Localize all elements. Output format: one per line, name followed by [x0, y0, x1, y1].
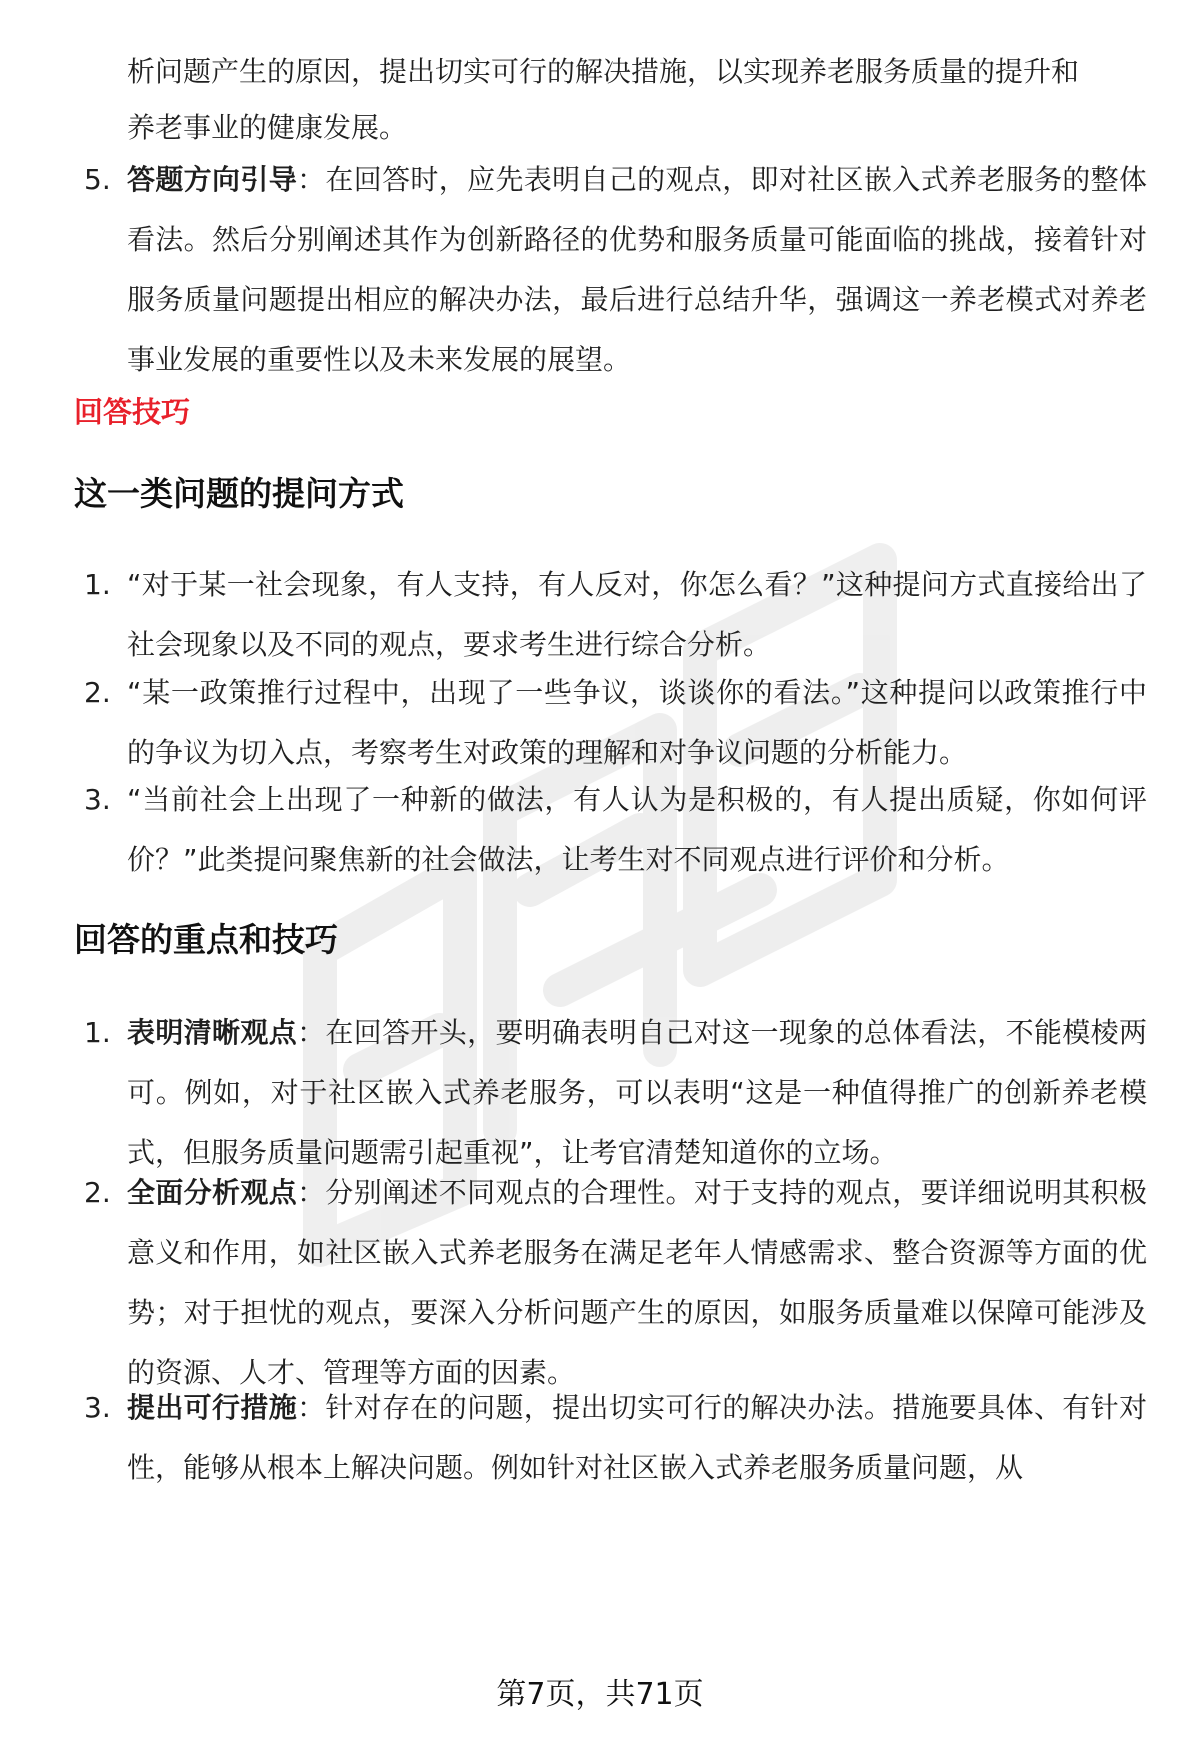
item-title: 表明清晰观点: [127, 1016, 298, 1049]
list-body: [127, 1378, 1147, 1498]
item-title: 全面分析观点: [127, 1176, 298, 1209]
item-title: 答题方向引导: [127, 163, 298, 196]
list-number: 1.: [84, 568, 111, 601]
list-number: 3.: [84, 783, 111, 816]
page-footer: 第7页，共71页: [496, 1677, 704, 1712]
intro-line-1: 析问题产生的原因，提出切实可行的解决措施，以实现养老服务质量的提升和: [127, 55, 1080, 88]
heading-answer-tips: 回答的重点和技巧: [74, 920, 338, 959]
section-label: 回答技巧: [74, 395, 191, 429]
item-text: ：分别阐述不同观点的合理性。对于支持的观点，要详细说明其积极意义和作用，如社区嵌入式养老服务在满足老年人情感需求、整合资源等方面的优势；对于担忧的观点，要深入分析问题产生的原因，如服务质量难以保障可能涉及的资源、人才、管理等方面的因素。: [127, 1176, 1147, 1389]
list-number: 2.: [84, 676, 111, 709]
list-body: [127, 150, 1147, 390]
item-title: 提出可行措施: [127, 1391, 298, 1424]
list-body: [127, 1003, 1147, 1183]
list-number: 2.: [84, 1176, 111, 1209]
list-number: 5.: [84, 163, 111, 196]
list-body: [127, 1163, 1147, 1403]
list-number: 1.: [84, 1016, 111, 1049]
item-text: ：在回答时，应先表明自己的观点，即对社区嵌入式养老服务的整体看法。然后分别阐述其作为创新路径的优势和服务质量可能面临的挑战，接着针对服务质量问题提出相应的解决办法，最后进行总结升华，强调这一养老模式对养老事业发展的重要性以及未来发展的展望。: [127, 163, 1147, 376]
intro-line-2: 养老事业的健康发展。: [127, 111, 408, 144]
item-text: ：针对存在的问题，提出切实可行的解决办法。措施要具体、有针对性，能够从根本上解决问题。例如针对社区嵌入式养老服务质量问题，从: [127, 1391, 1147, 1484]
list-body: “对于某一社会现象，有人支持，有人反对，你怎么看？”这种提问方式直接给出了社会现象以及不同的观点，要求考生进行综合分析。: [127, 568, 1147, 661]
list-body: “当前社会上出现了一种新的做法，有人认为是积极的，有人提出质疑，你如何评价？”此类提问聚焦新的社会做法，让考生对不同观点进行评价和分析。: [127, 783, 1147, 876]
list-number: 3.: [84, 1391, 111, 1424]
list-body: “某一政策推行过程中，出现了一些争议，谈谈你的看法。”这种提问以政策推行中的争议为切入点，考察考生对政策的理解和对争议问题的分析能力。: [127, 676, 1147, 769]
item-text: ：在回答开头，要明确表明自己对这一现象的总体看法，不能模棱两可。例如，对于社区嵌入式养老服务，可以表明“这是一种值得推广的创新养老模式，但服务质量问题需引起重视”，让考官清楚知道你的立场。: [127, 1016, 1147, 1169]
heading-question-styles: 这一类问题的提问方式: [74, 474, 404, 513]
